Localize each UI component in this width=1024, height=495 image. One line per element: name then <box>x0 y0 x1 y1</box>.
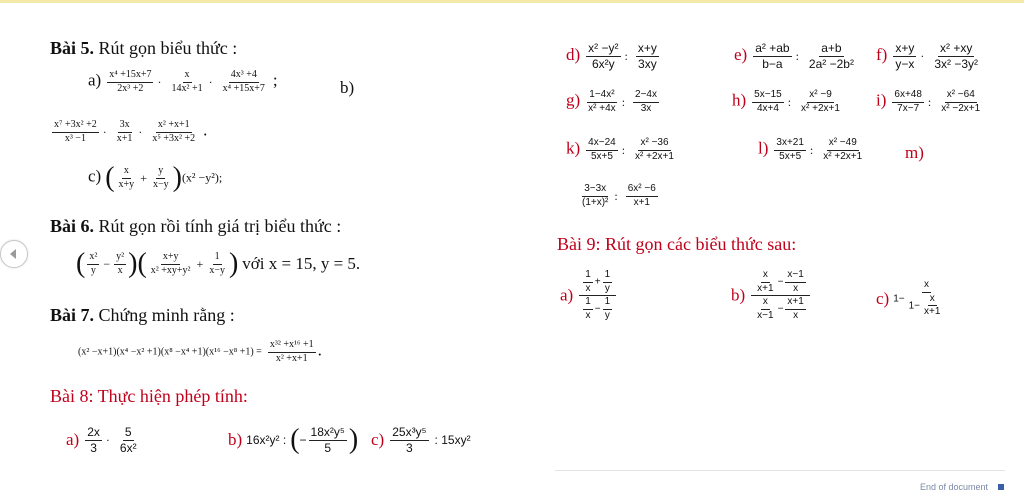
end-marker-icon <box>998 484 1004 490</box>
bai9-title: Bài 9: Rút gọn các biểu thức sau: <box>557 234 797 254</box>
top-border <box>0 0 1024 3</box>
bai5-item-i: i) $\frac{6x+48}{7x-7}$ : $\frac{\text{x² −64}}{\text{x² −2x+1}}$ <box>876 89 981 114</box>
bai5-item-b-label: b) <box>340 78 355 97</box>
bai7-title: Bài 7. Chứng minh rằng : <box>50 305 235 325</box>
bai6-title: Bài 6. Rút gọn rồi tính giá trị biểu thức : <box>50 216 342 236</box>
prev-page-button[interactable] <box>0 240 28 268</box>
bai5-item-m-label: m) <box>905 143 924 162</box>
footer-divider <box>555 470 1005 471</box>
bai5-item-g: g) $\frac{\text{1−4x²}}{\text{x² +4x}}$ : $\frac{2-4x}{3x}$ <box>566 89 657 114</box>
bai5-item-k: k) $\frac{4x-24}{5x+5}$ : $\frac{\text{x² −36}}{\text{x² +2x+1}}$ <box>566 137 674 162</box>
bai9-item-a: a) $\frac{1}{x}$ + $\frac{1}{y}$ $\frac{1}{x}$ − $\frac{1}{y}$ <box>560 270 618 321</box>
bai9-item-b: b) $\frac{x}{x+1}$ − $\frac{x-1}{x}$ $\frac{x}{x-1}$ − $\frac{x+1}{x}$ <box>731 270 812 321</box>
bai8-item-b: b) 16x²y² : (− $\frac{\text{18x²y⁵}}{5}$ ) <box>228 424 359 456</box>
bai5-item-a: a) $\frac{\text{x⁴ +15x+7}}{\text{2x³ +2}}$ · $\frac{x}{\text{14x² +1}}$ · $\frac{\text{4x³ +4}}{\text{x⁴ +15x+7}}$ ; <box>88 69 278 94</box>
bai7-expression: (x² −x+1)(x⁴ −x² +1)(x⁸ −x⁴ +1)(x¹⁶ −x⁸ +1) = $\frac{\text{x³² +x¹⁶ +1}}{\text{x² +x+1}}$ . <box>78 339 322 364</box>
bai5-item-c: c) ( $\frac{x}{x+y}$ + $\frac{y}{x-y}$ )(x² −y²); <box>88 162 223 193</box>
bai5-item-e: e) $\frac{\text{a² +ab}}{b-a}$ : $\frac{a+b}{\text{2a² −2b²}}$ <box>734 41 854 71</box>
bai8-title: Bài 8: Thực hiện phép tính: <box>50 386 248 406</box>
bai5-item-h: h) $\frac{5x-15}{4x+4}$ : $\frac{\text{x² −9}}{\text{x² +2x+1}}$ <box>732 89 840 114</box>
bai5-item-f: f) $\frac{x+y}{y-x}$ · $\frac{\text{x² +xy}}{\text{3x² −3y²}}$ <box>876 41 979 71</box>
bai5-item-b: $\frac{\text{x⁷ +3x² +2}}{\text{x³ −1}}$ · $\frac{3x}{x+1}$ · $\frac{\text{x² +x+1}}{\text{x⁵ +3x² +2}}$ . <box>54 119 208 144</box>
bai5-title: Bài 5. Rút gọn biểu thức : <box>50 38 238 58</box>
end-of-document-label: End of document <box>920 482 989 492</box>
bai5-item-m: $\frac{3-3x}{\text{(1+x)²}}$ : $\frac{\text{6x² −6}}{x+1}$ <box>582 183 656 208</box>
bai8-item-a: a) $\frac{2x}{3}$ · $\frac{5}{\text{6x²}}$ <box>66 425 137 455</box>
chevron-left-icon <box>8 248 20 260</box>
bai5-item-l: l) $\frac{3x+21}{5x+5}$ : $\frac{\text{x² −49}}{\text{x² +2x+1}}$ <box>758 137 863 162</box>
bai8-item-c: c) $\frac{\text{25x³y⁵}}{3}$ : 15xy² <box>371 425 471 455</box>
bai6-expression: ( $\frac{\text{x²}}{y}$ − $\frac{\text{y²}}{x}$ )( $\frac{x+y}{\text{x² +xy+y²}}$ + $\frac{1}{x-y}$ ) với x = 15, y = 5. <box>76 248 361 279</box>
bai5-item-d: d) $\frac{\text{x² −y²}}{\text{6x²y}}$ : $\frac{x+y}{3xy}$ <box>566 41 657 71</box>
bai9-item-c: c) 1− x 1− $\frac{x}{x+1}$ <box>876 279 941 317</box>
